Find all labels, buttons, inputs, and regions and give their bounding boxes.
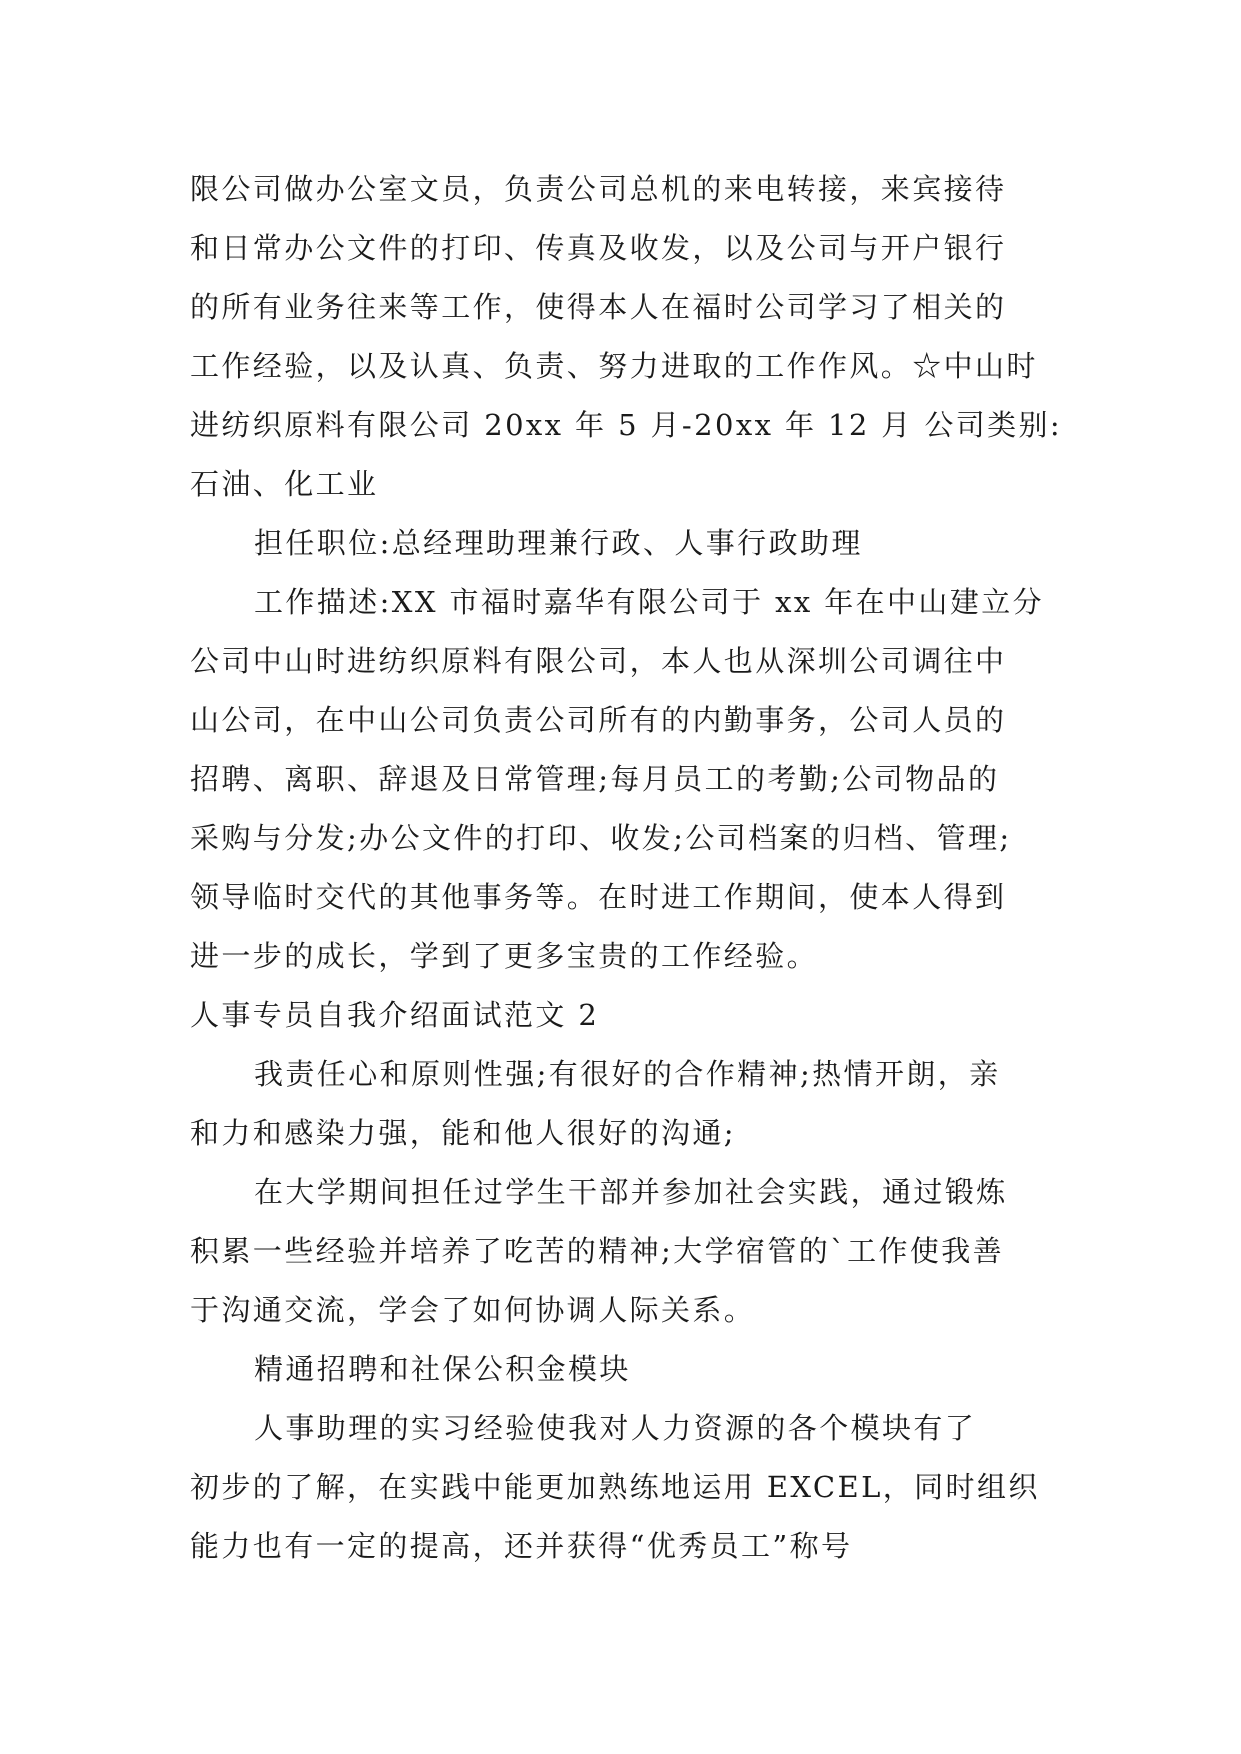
text-line: 担任职位:总经理助理兼行政、人事行政助理: [254, 526, 863, 560]
document-body: [190, 160, 1070, 1576]
paragraph-university: [190, 1163, 1070, 1340]
text-line: 人事助理的实习经验使我对人力资源的各个模块有了: [254, 1411, 977, 1445]
paragraph-job-description: [190, 573, 1070, 986]
text-line: 领导临时交代的其他事务等。在时进工作期间，使本人得到: [190, 880, 1007, 914]
text-line: 限公司做办公室文员，负责公司总机的来电转接，来宾接待: [190, 172, 1007, 206]
text-line: 初步的了解，在实践中能更加熟练地运用 EXCEL，同时组织: [190, 1470, 1040, 1504]
text-line: 石油、化工业: [190, 467, 379, 501]
text-line: 工作描述:XX 市福时嘉华有限公司于 xx 年在中山建立分: [254, 585, 1045, 619]
paragraph-personality: [190, 1045, 1070, 1163]
paragraph-internship: [190, 1399, 1070, 1576]
text-line: 我责任心和原则性强;有很好的合作精神;热情开朗，亲: [254, 1057, 1001, 1091]
text-line: 和力和感染力强，能和他人很好的沟通;: [190, 1116, 736, 1150]
section-title: [190, 986, 1070, 1045]
text-line: 山公司，在中山公司负责公司所有的内勤事务，公司人员的: [190, 703, 1007, 737]
text-line: 进纺织原料有限公司 20xx 年 5 月-20xx 年 12 月 公司类别:: [190, 408, 1063, 442]
paragraph-position: [190, 514, 1070, 573]
text-line: 精通招聘和社保公积金模块: [254, 1352, 631, 1386]
text-line: 能力也有一定的提高，还并获得“优秀员工”称号: [190, 1529, 853, 1563]
paragraph-skill: [190, 1340, 1070, 1399]
text-line: 进一步的成长，学到了更多宝贵的工作经验。: [190, 939, 819, 973]
text-line: 在大学期间担任过学生干部并参加社会实践，通过锻炼: [254, 1175, 1008, 1209]
text-line: 于沟通交流，学会了如何协调人际关系。: [190, 1293, 756, 1327]
paragraph-work-experience-continued: [190, 160, 1070, 514]
text-line: 招聘、离职、辞退及日常管理;每月员工的考勤;公司物品的: [190, 762, 1000, 796]
text-line: 工作经验，以及认真、负责、努力进取的工作作风。☆中山时: [190, 349, 1038, 383]
text-line: 和日常办公文件的打印、传真及收发，以及公司与开户银行: [190, 231, 1007, 265]
text-line: 采购与分发;办公文件的打印、收发;公司档案的归档、管理;: [190, 821, 1012, 855]
text-line: 的所有业务往来等工作，使得本人在福时公司学习了相关的: [190, 290, 1007, 324]
text-line: 公司中山时进纺织原料有限公司，本人也从深圳公司调往中: [190, 644, 1007, 678]
text-line: 积累一些经验并培养了吃苦的精神;大学宿管的`工作使我善: [190, 1234, 1005, 1268]
section-heading: 人事专员自我介绍面试范文 2: [190, 998, 600, 1032]
